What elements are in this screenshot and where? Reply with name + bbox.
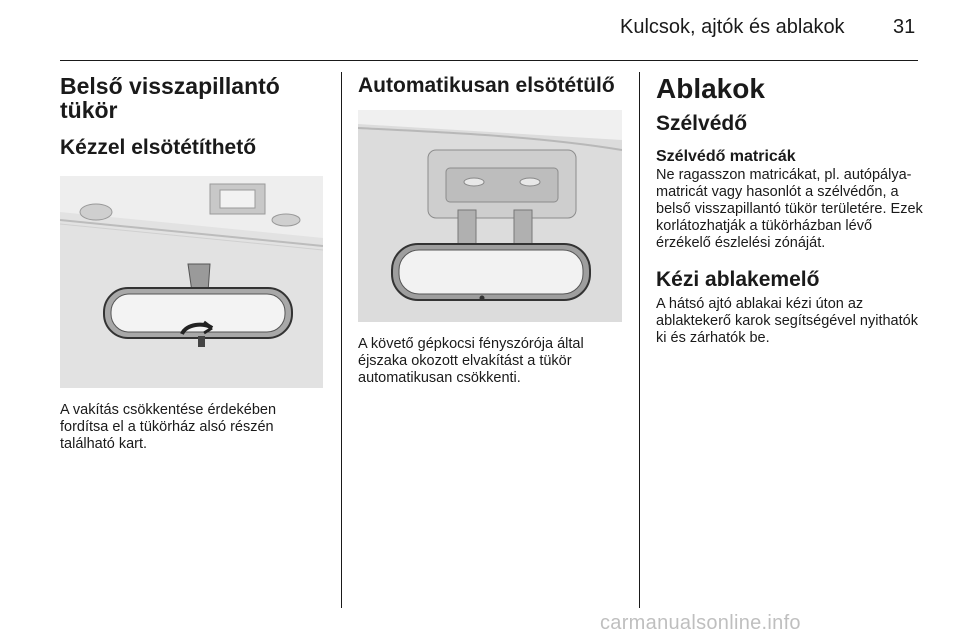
subheading-windscreen: Szélvédő bbox=[656, 112, 748, 135]
manual-windows-text: A hátsó ajtó ablakai kézi úton az ablaktekerő karok segítségével nyithatók ki és zárhatók be. bbox=[656, 296, 918, 346]
windscreen-stickers-text: Ne ragasszon matricákat, pl. autópálya-matricát vagy hasonlót a szélvédőn, a belső visszapillantó tükör területére. Ezek korlátozhatják a tükörházban lévő érzékelő észlelési zónáját. bbox=[656, 167, 923, 251]
column-divider-1 bbox=[341, 72, 342, 608]
column-divider-2 bbox=[639, 72, 640, 608]
page-number: 31 bbox=[893, 16, 916, 38]
subheading-manual-windows: Kézi ablakemelő bbox=[656, 268, 820, 291]
section-heading-rearview-mirror: Belső visszapillantó tükör bbox=[60, 73, 280, 123]
column-windows bbox=[656, 74, 926, 347]
subheading-windscreen-stickers: Szélvédő matricák bbox=[656, 148, 796, 165]
manual-dimming-text: A vakítás csökkentése érdekében fordítsa el a tükörház alsó részén található kart. bbox=[60, 402, 277, 452]
auto-dimming-mirror-illustration-icon bbox=[358, 110, 622, 322]
column-auto-mirror bbox=[358, 74, 624, 387]
manual-dimming-mirror-illustration-icon bbox=[60, 176, 323, 388]
watermark: carmanualsonline.info bbox=[600, 612, 801, 634]
running-header-title: Kulcsok, ajtók és ablakok bbox=[620, 16, 845, 38]
auto-dimming-text: A követő gépkocsi fényszórója által éjszaka okozott elvakítást a tükör automatikusan csökkenti. bbox=[358, 336, 584, 386]
section-heading-auto-dimming: Automatikusan elsötétülő bbox=[358, 74, 615, 97]
section-heading-windows: Ablakok bbox=[656, 73, 765, 104]
subheading-manual-dimming: Kézzel elsötétíthető bbox=[60, 136, 257, 159]
column-manual-mirror bbox=[60, 74, 328, 453]
header-rule bbox=[60, 60, 918, 61]
